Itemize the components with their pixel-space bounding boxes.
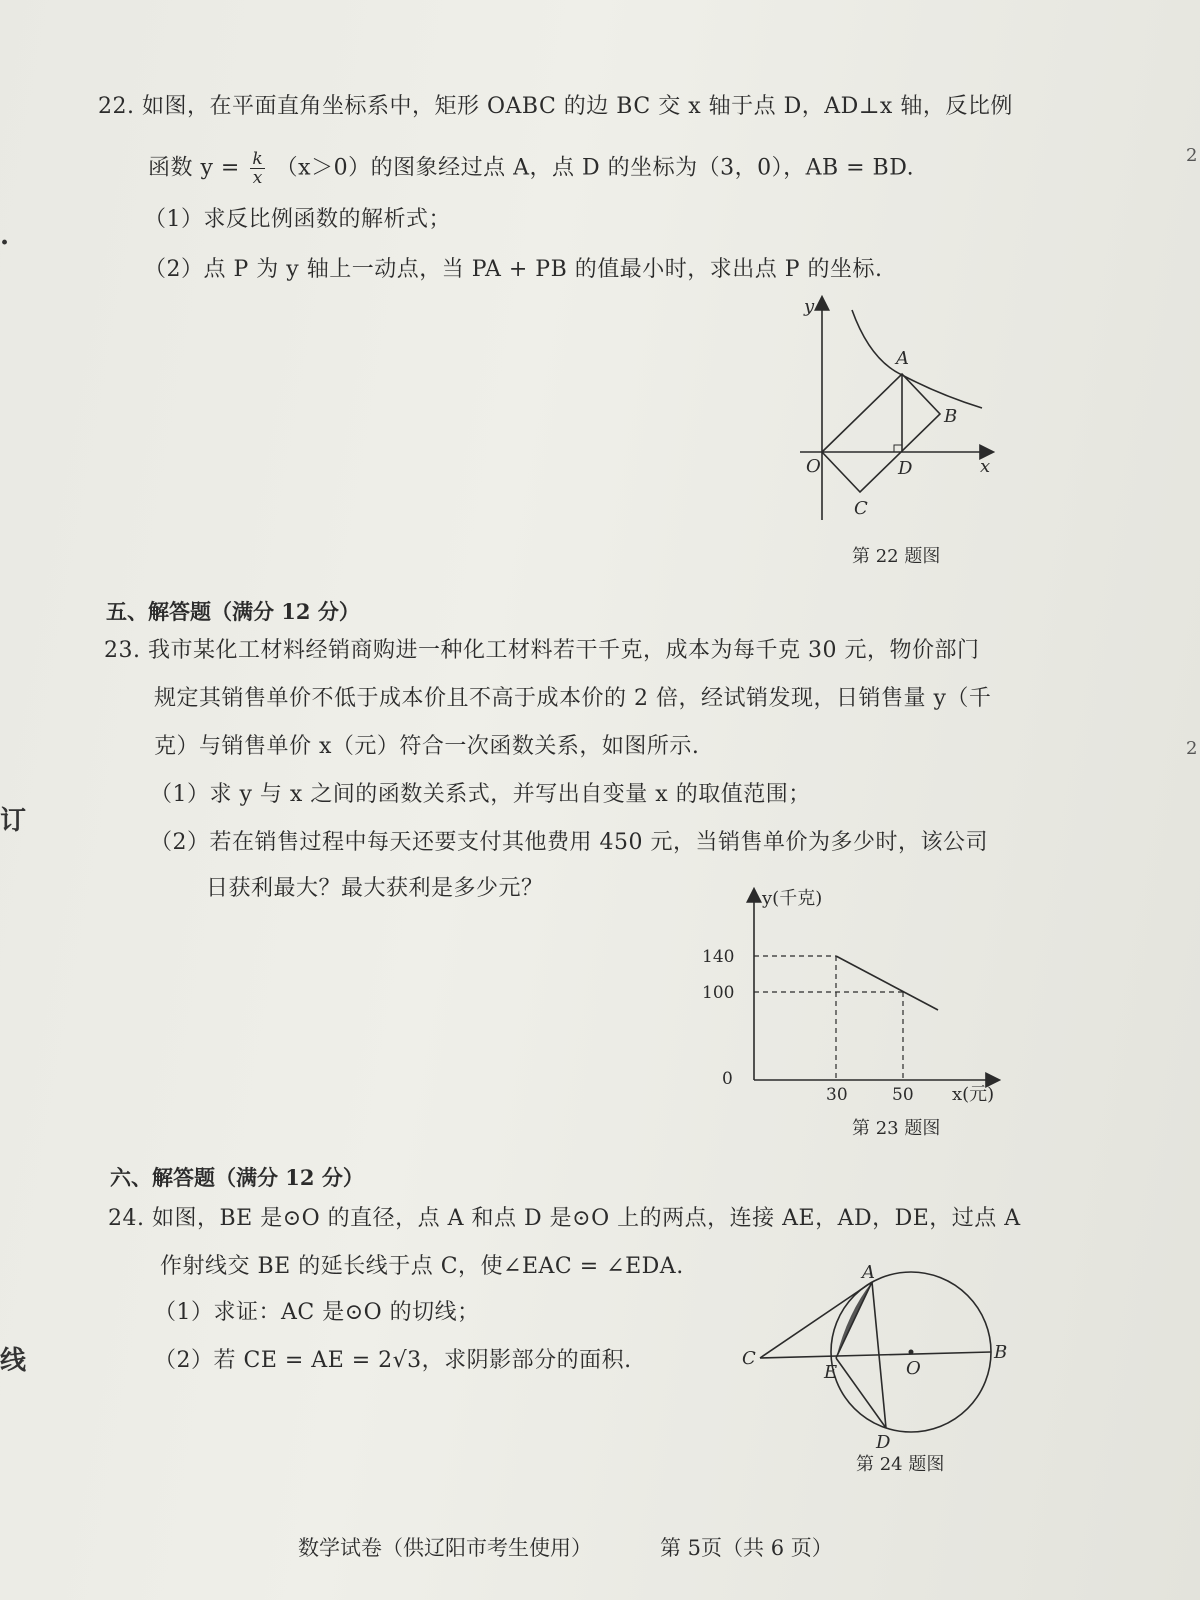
q22-line-2-pre: 函数 y = <box>148 155 240 181</box>
q23-caption: 第 23 题图 <box>852 1118 941 1139</box>
q24-part-1: （1）求证：AC 是⊙O 的切线； <box>154 1300 480 1325</box>
margin-mark-dot: · <box>0 228 10 258</box>
q23-label-origin: 0 <box>722 1069 733 1089</box>
q24-line-ca <box>760 1282 872 1358</box>
q22-fraction-numerator: k <box>252 149 264 169</box>
q23-label-x: x(元) <box>952 1084 995 1105</box>
q23-tick-30: 30 <box>826 1085 848 1105</box>
q24-figure <box>740 1260 1020 1453</box>
q23-line-2: 规定其销售单价不低于成本价且不高于成本价的 2 倍，经试销发现，日销售量 y（千 <box>154 686 992 711</box>
q24-label-d: D <box>876 1432 891 1453</box>
right-edge-text-1: 2 <box>1186 145 1198 166</box>
q22-label-d: D <box>898 458 913 479</box>
q24-line-cb <box>760 1352 991 1358</box>
q23-part-2a: （2）若在销售过程中每天还要支付其他费用 450 元，当销售单价为多少时，该公司 <box>150 830 988 855</box>
q23-figure <box>700 880 1040 1105</box>
q22-part-1: （1）求反比例函数的解析式； <box>144 207 451 232</box>
q24-line-1: 24. 如图，BE 是⊙O 的直径，点 A 和点 D 是⊙O 上的两点，连接 AE，AD，DE，过点 A <box>108 1206 1021 1231</box>
margin-mark-ding: 订 <box>0 806 27 836</box>
q22-rectangle-oabc <box>822 374 940 492</box>
q22-line-2-post: （x＞0）的图象经过点 A，点 D 的坐标为（3，0），AB = BD. <box>275 155 915 181</box>
q22-caption: 第 22 题图 <box>852 546 941 567</box>
q22-figure <box>770 290 1010 530</box>
q22-label-c: C <box>854 498 868 519</box>
q22-fraction-denominator: x <box>252 168 263 188</box>
q22-label-x: x <box>980 456 991 477</box>
q23-line-1: 23. 我市某化工材料经销商购进一种化工材料若干千克，成本为每千克 30 元，物价部门 <box>104 638 980 663</box>
footer-exam-title: 数学试卷（供辽阳市考生使用） <box>298 1536 592 1560</box>
margin-mark-xian: 线 <box>0 1346 27 1376</box>
q23-part-2b: 日获利最大？最大获利是多少元？ <box>206 876 544 901</box>
q22-label-o: O <box>806 456 821 477</box>
q22-right-angle-mark <box>894 445 902 452</box>
q24-line-2: 作射线交 BE 的延长线于点 C，使∠EAC = ∠EDA. <box>160 1254 684 1279</box>
q24-label-o: O <box>906 1358 921 1379</box>
q22-label-y: y <box>804 296 815 317</box>
q22-label-a: A <box>896 348 909 369</box>
q23-function-line <box>836 956 938 1010</box>
q23-line-3: 克）与销售单价 x（元）符合一次函数关系，如图所示. <box>154 734 700 759</box>
q22-line-2 <box>148 150 914 187</box>
section-6-heading: 六、解答题（满分 12 分） <box>110 1165 364 1190</box>
section-5-heading: 五、解答题（满分 12 分） <box>106 599 360 624</box>
q23-part-1: （1）求 y 与 x 之间的函数关系式，并写出自变量 x 的取值范围； <box>150 782 811 807</box>
q24-label-b: B <box>994 1342 1008 1363</box>
q24-label-c: C <box>742 1348 756 1369</box>
q24-caption: 第 24 题图 <box>856 1454 945 1475</box>
q24-part-2: （2）若 CE = AE = 2√3，求阴影部分的面积. <box>154 1348 632 1373</box>
q22-label-b: B <box>944 406 958 427</box>
q23-tick-100: 100 <box>702 983 735 1003</box>
right-edge-text-2: 2 <box>1186 738 1198 759</box>
q22-line-1: 22. 如图，在平面直角坐标系中，矩形 OABC 的边 BC 交 x 轴于点 D，AD⊥x 轴，反比例 <box>98 94 1013 119</box>
q24-center-dot <box>909 1350 914 1355</box>
q24-label-a: A <box>862 1262 875 1283</box>
q22-hyperbola <box>852 310 982 408</box>
q22-fraction <box>250 150 265 187</box>
q24-line-ed <box>836 1358 886 1428</box>
q23-tick-140: 140 <box>702 947 735 967</box>
q23-tick-50: 50 <box>892 1085 914 1105</box>
q24-label-e: E <box>824 1362 838 1383</box>
q22-part-2: （2）点 P 为 y 轴上一动点，当 PA + PB 的值最小时，求出点 P 的坐标. <box>144 257 883 282</box>
footer-page-number: 第 5页（共 6 页） <box>660 1536 833 1560</box>
q23-label-y: y(千克) <box>762 888 823 909</box>
